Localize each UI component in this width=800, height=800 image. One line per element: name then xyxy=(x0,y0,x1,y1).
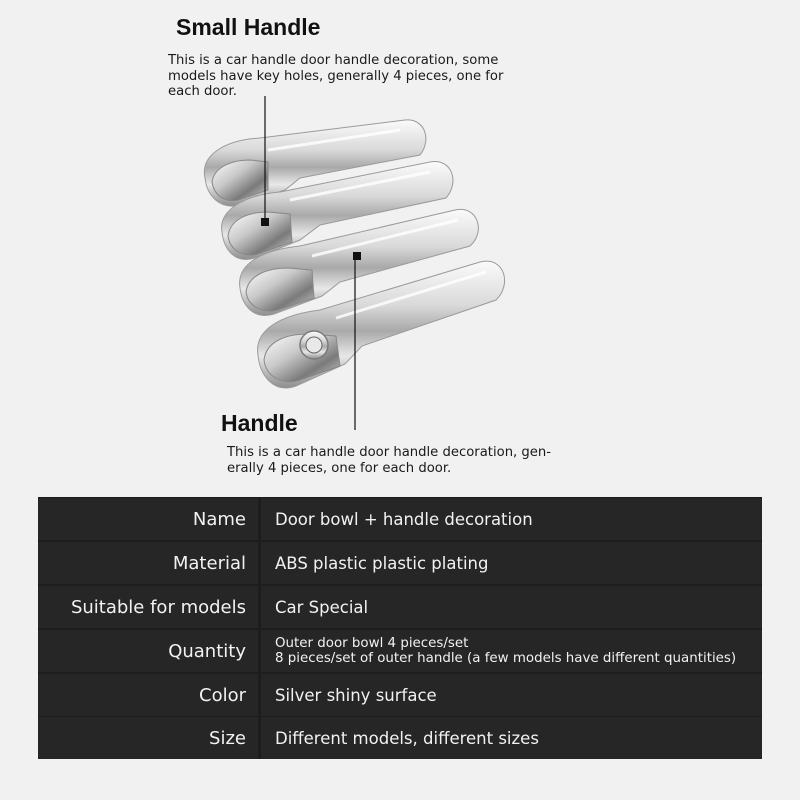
spec-row-size xyxy=(38,717,762,759)
spec-label: Size xyxy=(209,727,246,749)
small-handle-title: Small Handle xyxy=(176,14,321,40)
spec-label: Name xyxy=(192,508,246,530)
spec-value xyxy=(275,498,752,540)
spec-value-line: Outer door bowl 4 pieces/set xyxy=(275,636,469,651)
handle-description-line: This is a car handle door handle decoration, gen- xyxy=(227,445,552,460)
spec-value-line: Door bowl + handle decoration xyxy=(275,509,533,529)
spec-row-suitable-models xyxy=(38,586,762,628)
handle-description-line: erally 4 pieces, one for each door. xyxy=(227,460,452,476)
spec-row-material xyxy=(38,542,762,584)
spec-value xyxy=(275,630,752,672)
spec-table xyxy=(38,497,762,759)
spec-value-line: Car Special xyxy=(275,597,369,617)
spec-row-color xyxy=(38,674,762,716)
spec-value-line: 8 pieces/set of outer handle (a few models have different quantities) xyxy=(275,651,737,666)
handle-description xyxy=(227,445,551,476)
spec-value xyxy=(275,674,752,716)
spec-value xyxy=(275,586,752,628)
spec-value xyxy=(275,542,752,584)
small-handle-description-line: This is a car handle door handle decoration, some xyxy=(168,53,499,68)
small-handle-pointer-marker xyxy=(261,218,269,226)
spec-label: Material xyxy=(172,552,246,574)
spec-value xyxy=(275,717,752,759)
spec-label: Suitable for models xyxy=(70,596,246,618)
spec-value-line: Silver shiny surface xyxy=(275,685,437,705)
spec-label: Quantity xyxy=(168,640,246,662)
spec-row-quantity xyxy=(38,630,762,672)
handle-title: Handle xyxy=(221,410,298,436)
spec-label: Color xyxy=(199,684,246,706)
small-handle-description-line: models have key holes, generally 4 pieces, one for xyxy=(168,68,504,84)
spec-row-name xyxy=(38,498,762,540)
handle-pointer-marker xyxy=(353,252,361,260)
spec-value-line: ABS plastic plastic plating xyxy=(275,553,489,573)
spec-value-line: Different models, different sizes xyxy=(275,728,539,748)
small-handle-description-line: each door. xyxy=(168,84,237,99)
